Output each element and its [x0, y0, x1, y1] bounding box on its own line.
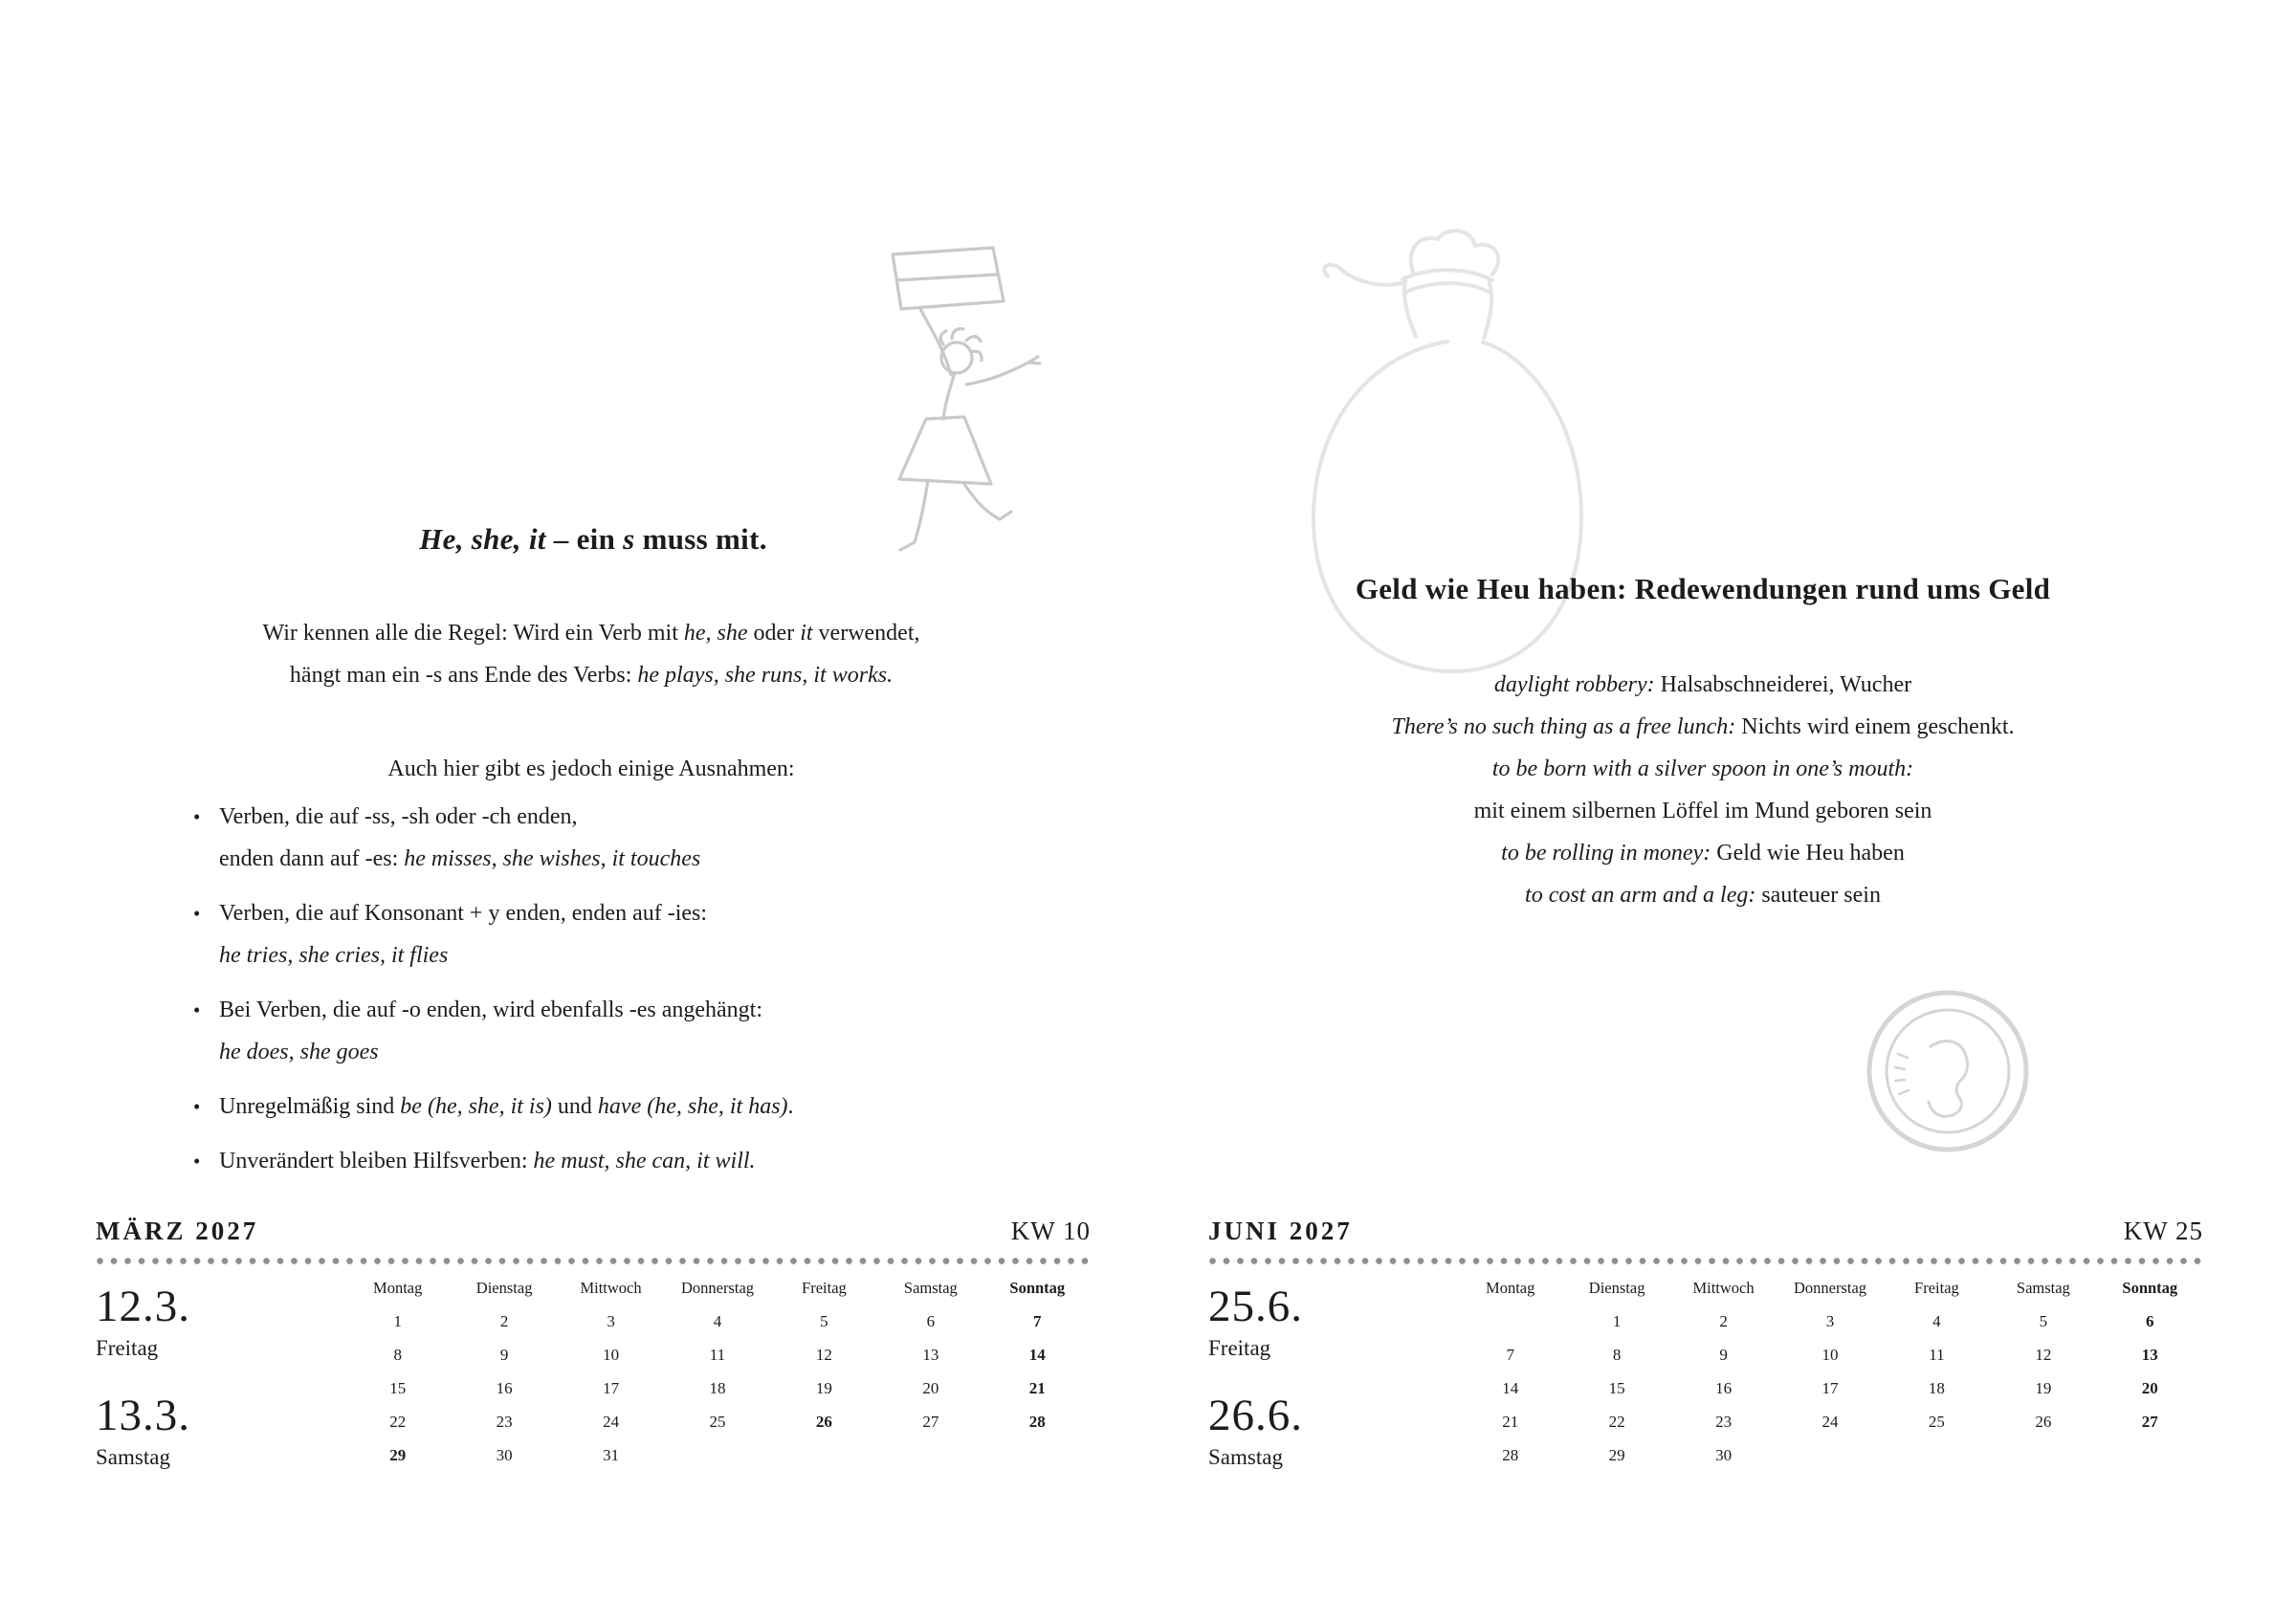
- idiom-line: daylight robbery: Halsabschneiderei, Wucher: [1493, 672, 1912, 697]
- date-entry: [96, 1393, 190, 1470]
- intro-line: hängt man ein -s ans Ende des Verbs: he plays, she runs, it works.: [289, 663, 894, 688]
- calendar-body: [1208, 1271, 2203, 1510]
- idiom-list: [1196, 664, 2210, 916]
- date-weekday: Freitag: [96, 1336, 159, 1360]
- weekday-header-row: Montag Dienstag Mittwoch Donnerstag Freitag Samstag Sonntag: [373, 1278, 1066, 1297]
- calendar-week-row: 1 2 3 4 5 6 7: [393, 1311, 1042, 1330]
- bullet-icon: •: [193, 805, 201, 828]
- rule-line: Verben, die auf -ss, -sh oder -ch enden,: [219, 804, 578, 829]
- weekday-header-row: Montag Dienstag Mittwoch Donnerstag Freitag Samstag Sonntag: [1486, 1278, 2178, 1297]
- date-weekday: Samstag: [1208, 1445, 1283, 1469]
- idiom-line: There’s no such thing as a free lunch: Nichts wird einem geschenkt.: [1391, 714, 2015, 739]
- calendar-week-row: 8 9 10 11 12 13 14: [393, 1345, 1046, 1364]
- bullet-icon: •: [193, 1150, 201, 1173]
- date-number: 12.3.: [96, 1282, 190, 1331]
- date-number: 26.6.: [1208, 1391, 1303, 1440]
- list-item: [193, 892, 1083, 976]
- dotted-divider: [96, 1257, 1091, 1265]
- calendar-week-row: 28 29 30: [1502, 1445, 1733, 1464]
- calendar-headline: [1208, 1217, 2203, 1246]
- rule-line: Bei Verben, die auf -o enden, wird ebenfalls -es angehängt:: [219, 998, 763, 1022]
- rules-list: [193, 796, 1083, 1195]
- month-label: MÄRZ 2027: [96, 1217, 259, 1245]
- rule-line: Unregelmäßig sind be (he, she, it is) und have (he, she, it has).: [219, 1094, 794, 1119]
- list-item-body: [219, 989, 762, 1073]
- exceptions-heading-text: Auch hier gibt es jedoch einige Ausnahmen:: [387, 757, 795, 781]
- month-label: JUNI 2027: [1208, 1217, 1353, 1245]
- calendar-week-row: 7 8 9 10 11 12 13: [1506, 1345, 2158, 1364]
- rule-line: he tries, she cries, it flies: [219, 943, 449, 968]
- date-weekday: Freitag: [1208, 1336, 1271, 1360]
- list-item: [193, 989, 1083, 1073]
- list-item: [193, 1086, 1083, 1128]
- mini-month-grid: [344, 1271, 1091, 1472]
- bullet-icon: •: [193, 1095, 201, 1118]
- date-entry: [1208, 1284, 1303, 1361]
- date-entry: [96, 1284, 190, 1361]
- rule-line: enden dann auf -es: he misses, she wishes, it touches: [219, 846, 701, 871]
- idiom-line: mit einem silbernen Löffel im Mund geboren sein: [1473, 799, 1932, 823]
- list-item-body: [219, 1140, 756, 1182]
- calendar-headline: [96, 1217, 1091, 1246]
- dotted-divider: [1208, 1257, 2203, 1265]
- list-item-body: [219, 796, 700, 880]
- coin-icon: [1864, 987, 2032, 1155]
- sheet-dates: [1208, 1284, 1303, 1470]
- calendar-week-row: 29 30 31: [389, 1445, 620, 1464]
- sheet-dates: [96, 1284, 190, 1470]
- calendar-body: [96, 1271, 1091, 1510]
- list-item: [193, 1140, 1083, 1182]
- list-item-body: [219, 892, 707, 976]
- idiom-line: to cost an arm and a leg: sauteuer sein: [1525, 883, 1881, 908]
- calendar-strip-june: [1208, 1217, 2203, 1510]
- list-item: [193, 796, 1083, 880]
- bullet-icon: •: [193, 998, 201, 1021]
- rule-line: he does, she goes: [219, 1040, 379, 1064]
- week-number-label: KW 25: [2123, 1217, 2203, 1245]
- date-weekday: Samstag: [96, 1445, 170, 1469]
- bullet-icon: •: [193, 902, 201, 925]
- calendar-strip-march: [96, 1217, 1091, 1510]
- calendar-week-row: 1 2 3 4 5 6: [1612, 1311, 2154, 1330]
- calendar-week-row: 22 23 24 25 26 27 28: [389, 1412, 1046, 1431]
- date-number: 13.3.: [96, 1391, 190, 1440]
- mini-month-grid: [1457, 1271, 2203, 1472]
- exceptions-heading: [84, 748, 1098, 790]
- calendar-week-row: 14 15 16 17 18 19 20: [1502, 1378, 2158, 1397]
- list-item-body: [219, 1086, 794, 1128]
- intro-paragraph: [84, 612, 1098, 696]
- idiom-line: to be rolling in money: Geld wie Heu haben: [1501, 841, 1905, 866]
- rule-line: Unverändert bleiben Hilfsverben: he must, she can, it will.: [219, 1149, 756, 1173]
- money-bag-icon: [1261, 222, 1639, 700]
- calendar-week-row: 15 16 17 18 19 20 21: [389, 1378, 1046, 1397]
- date-number: 25.6.: [1208, 1282, 1303, 1331]
- week-number-label: KW 10: [1010, 1217, 1091, 1245]
- date-entry: [1208, 1393, 1303, 1470]
- calendar-week-row: 21 22 23 24 25 26 27: [1502, 1412, 2158, 1431]
- page-title: He, she, it – ein s muss mit.: [419, 522, 767, 556]
- idiom-line: to be born with a silver spoon in one’s mouth:: [1491, 757, 1914, 781]
- intro-line: Wir kennen alle die Regel: Wird ein Verb mit he, she oder it verwendet,: [262, 621, 920, 646]
- page-title: Geld wie Heu haben: Redewendungen rund ums Geld: [1355, 572, 2051, 605]
- rule-line: Verben, die auf Konsonant + y enden, enden auf -ies:: [219, 901, 708, 926]
